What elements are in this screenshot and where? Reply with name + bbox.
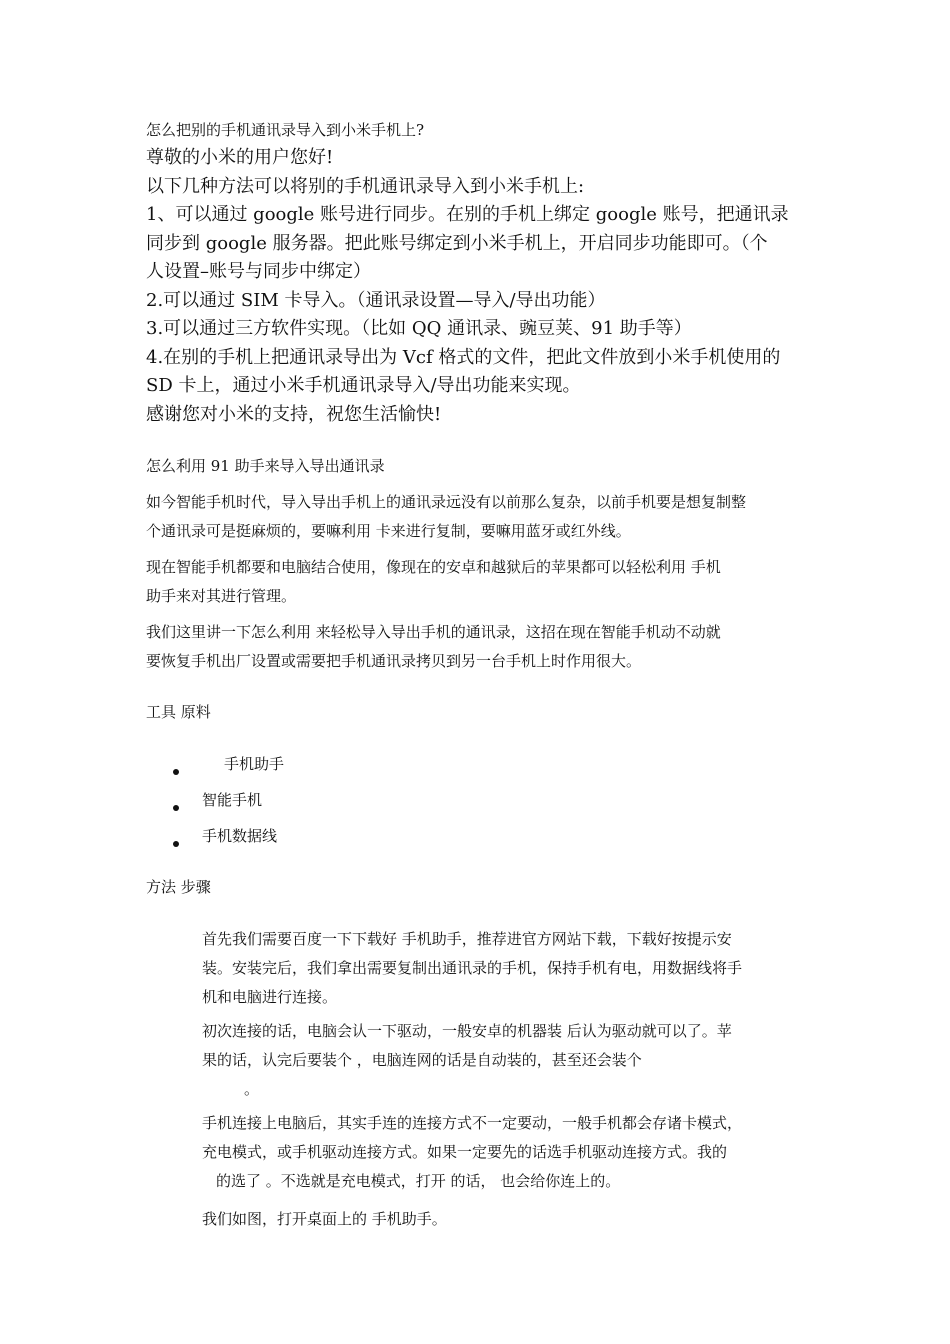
step-line: 果的话，认完后要装个 ，电脑连网的话是自动装的，甚至还会装个 [202,1051,642,1069]
step-line: 我们如图，打开桌面上的 手机助手。 [202,1210,447,1228]
step-line: 机和电脑进行连接。 [202,988,338,1006]
section1-line: 感谢您对小米的支持，祝您生活愉快! [146,404,442,425]
step-line: 手机连接上电脑后，其实手连的连接方式不一定要动，一般手机都会存诸卡模式， [202,1114,743,1132]
section1-line: SD 卡上，通过小米手机通讯录导入/导出功能来实现。 [146,375,581,396]
paragraph-line: 助手来对其进行管理。 [146,587,297,605]
section1-line: 同步到 google 服务器。把此账号绑定到小米手机上，开启同步功能即可。（个 [146,233,768,254]
section1-line: 人设置–账号与同步中绑定） [146,261,371,282]
bullet-dot [173,761,179,779]
step-line: 。 [244,1080,260,1098]
bullet-dot [173,797,179,815]
bullet-dot [173,833,179,851]
step-line: 的选了 。不选就是充电模式，打开 的话， 也会给你连上的。 [216,1172,621,1190]
section1-line: 以下几种方法可以将别的手机通讯录导入到小米手机上: [146,176,585,197]
section2-title: 怎么利用 91 助手来导入导出通讯录 [146,457,385,475]
steps-heading: 方法 步骤 [146,878,211,896]
step-line: 初次连接的话，电脑会认一下驱动，一般安卓的机器装 后认为驱动就可以了。苹 [202,1022,732,1040]
paragraph-line: 如今智能手机时代，导入导出手机上的通讯录远没有以前那么复杂，以前手机要是想复制整 [146,493,747,511]
paragraph-line: 我们这里讲一下怎么利用 来轻松导入导出手机的通讯录，这招在现在智能手机动不动就 [146,623,721,641]
step-line: 充电模式，或手机驱动连接方式。如果一定要先的话选手机驱动连接方式。我的 [202,1143,728,1161]
paragraph-line: 要恢复手机出厂设置或需要把手机通讯录拷贝到另一台手机上时作用很大。 [146,652,642,670]
tools-heading: 工具 原料 [146,703,211,721]
section1-line: 4.在别的手机上把通讯录导出为 Vcf 格式的文件，把此文件放到小米手机使用的 [146,347,781,368]
paragraph-line: 个通讯录可是挺麻烦的，要嘛利用 卡来进行复制，要嘛用蓝牙或红外线。 [146,522,631,540]
section1-line: 1、可以通过 google 账号进行同步。在别的手机上绑定 google 账号，把通讯录 [146,204,789,225]
paragraph-line: 现在智能手机都要和电脑结合使用，像现在的安卓和越狱后的苹果都可以轻松利用 手机 [146,558,721,576]
tool-item: 手机数据线 [202,827,278,845]
section1-line: 3.可以通过三方软件实现。（比如 QQ 通讯录、豌豆荚、91 助手等） [146,318,692,339]
section1-line: 2.可以通过 SIM 卡导入。（通讯录设置—导入/导出功能） [146,290,606,311]
step-line: 装。安装完后，我们拿出需要复制出通讯录的手机，保持手机有电，用数据线将手 [202,959,743,977]
tool-item: 智能手机 [202,791,263,809]
section1-line: 尊敬的小米的用户您好! [146,147,334,168]
step-line: 首先我们需要百度一下下载好 手机助手，推荐进官方网站下载，下载好按提示安 [202,930,732,948]
section1-title: 怎么把别的手机通讯录导入到小米手机上? [146,121,425,139]
tool-item: 手机助手 [224,755,285,773]
